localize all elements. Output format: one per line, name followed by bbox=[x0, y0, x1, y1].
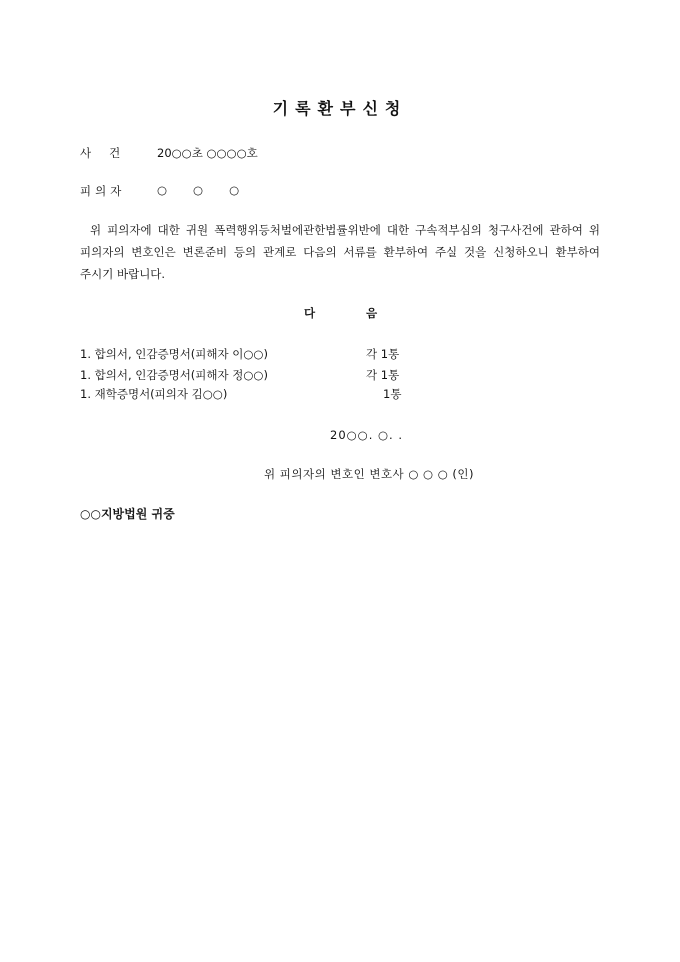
list-item-quantity: 각 1통 bbox=[366, 368, 400, 382]
list-item-label: 1. 재학증명서(피의자 김○○) bbox=[80, 387, 228, 401]
attorney-signature-line: 위 피의자의 변호인 변호사 ○ ○ ○ (인) bbox=[264, 467, 474, 481]
request-body-paragraph: 위 피의자에 대한 귀원 폭력행위등처벌에관한법률위반에 대한 구속적부심의 청구사건에 관하여 위 피의자의 변호인은 변론준비 등의 관계로 다음의 서류를 환부하여 주실 것을 신청하오니 환부하여 주시기 바랍니다. bbox=[80, 223, 600, 281]
list-item-quantity: 1통 bbox=[383, 387, 402, 401]
court-addressee: ○○지방법원 귀중 bbox=[80, 507, 175, 521]
list-item-label: 1. 합의서, 인감증명서(피해자 이○○) bbox=[80, 347, 268, 361]
list-item-label: 1. 합의서, 인감증명서(피해자 정○○) bbox=[80, 368, 268, 382]
list-heading-eum: 음 bbox=[366, 306, 378, 320]
document-title: 기록환부신청 bbox=[272, 99, 408, 118]
defendant-label: 피의자 bbox=[80, 184, 126, 198]
list-item-quantity: 각 1통 bbox=[366, 347, 400, 361]
case-number: 20○○초 ○○○○호 bbox=[157, 146, 258, 160]
list-heading-da: 다 bbox=[304, 306, 316, 320]
case-label: 사건 bbox=[80, 146, 139, 160]
defendant-name: ○○○ bbox=[157, 183, 266, 197]
document-date: 20○○. ○. . bbox=[330, 428, 404, 442]
